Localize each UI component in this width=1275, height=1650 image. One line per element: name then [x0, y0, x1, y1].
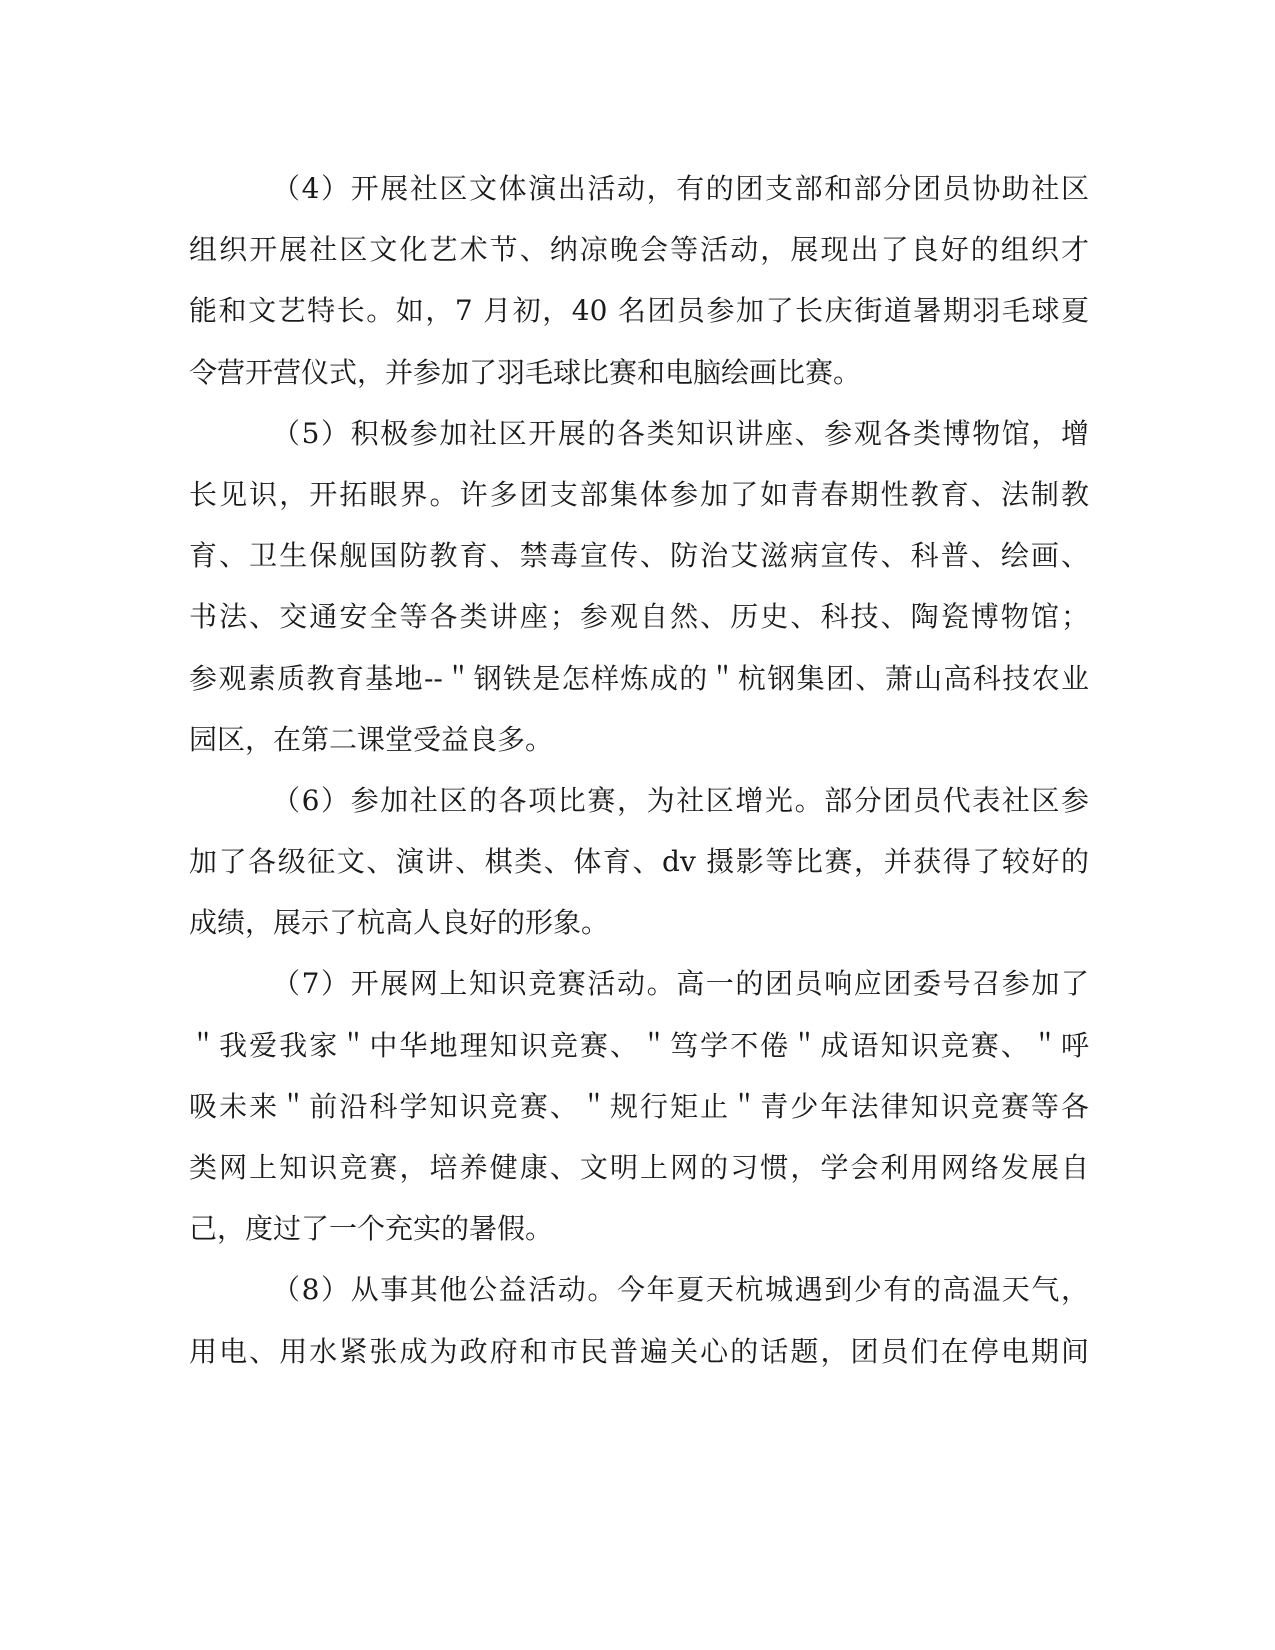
text-line: 参观素质教育基地--＂钢铁是怎样炼成的＂杭钢集团、萧山高科技农业	[189, 661, 1089, 695]
text-line: 令营开营仪式，并参加了羽毛球比赛和电脑绘画比赛。	[189, 355, 862, 389]
text-line: 成绩，展示了杭高人良好的形象。	[189, 906, 610, 940]
paragraph-7	[189, 953, 1089, 1259]
text-line: （8）从事其他公益活动。今年夏天杭城遇到少有的高温天气，	[272, 1273, 1089, 1307]
text-line: ＂我爱我家＂中华地理知识竞赛、＂笃学不倦＂成语知识竞赛、＂呼	[189, 1028, 1089, 1062]
paragraph-8	[189, 1259, 1089, 1381]
text-line: 己，度过了一个充实的暑假。	[189, 1212, 554, 1246]
paragraph-6	[189, 770, 1089, 954]
text-line: 吸未来＂前沿科学知识竞赛、＂规行矩止＂青少年法律知识竞赛等各	[189, 1089, 1089, 1123]
text-line: 育、卫生保舰国防教育、禁毒宣传、防治艾滋病宣传、科普、绘画、	[189, 539, 1089, 573]
text-line: 组织开展社区文化艺术节、纳凉晚会等活动，展现出了良好的组织才	[189, 233, 1089, 267]
text-line: （4）开展社区文体演出活动，有的团支部和部分团员协助社区	[272, 172, 1089, 205]
text-line: （6）参加社区的各项比赛，为社区增光。部分团员代表社区参	[272, 783, 1089, 817]
document-body	[189, 158, 1089, 1382]
text-line: 加了各级征文、演讲、棋类、体育、dv 摄影等比赛，并获得了较好的	[189, 845, 1089, 879]
text-line: 用电、用水紧张成为政府和市民普遍关心的话题，团员们在停电期间	[189, 1334, 1089, 1368]
paragraph-5	[189, 403, 1089, 770]
text-line: 类网上知识竞赛，培养健康、文明上网的习惯，学会利用网络发展自	[189, 1151, 1089, 1184]
text-line: 园区，在第二课堂受益良多。	[189, 722, 554, 756]
text-line: （5）积极参加社区开展的各类知识讲座、参观各类博物馆，增	[272, 416, 1089, 450]
paragraph-4	[189, 158, 1089, 403]
text-line: （7）开展网上知识竞赛活动。高一的团员响应团委号召参加了	[272, 967, 1089, 1001]
text-line: 能和文艺特长。如，7 月初，40 名团员参加了长庆街道暑期羽毛球夏	[189, 294, 1089, 328]
text-line: 书法、交通安全等各类讲座；参观自然、历史、科技、陶瓷博物馆；	[189, 600, 1089, 634]
text-line: 长见识，开拓眼界。许多团支部集体参加了如青春期性教育、法制教	[189, 477, 1089, 511]
